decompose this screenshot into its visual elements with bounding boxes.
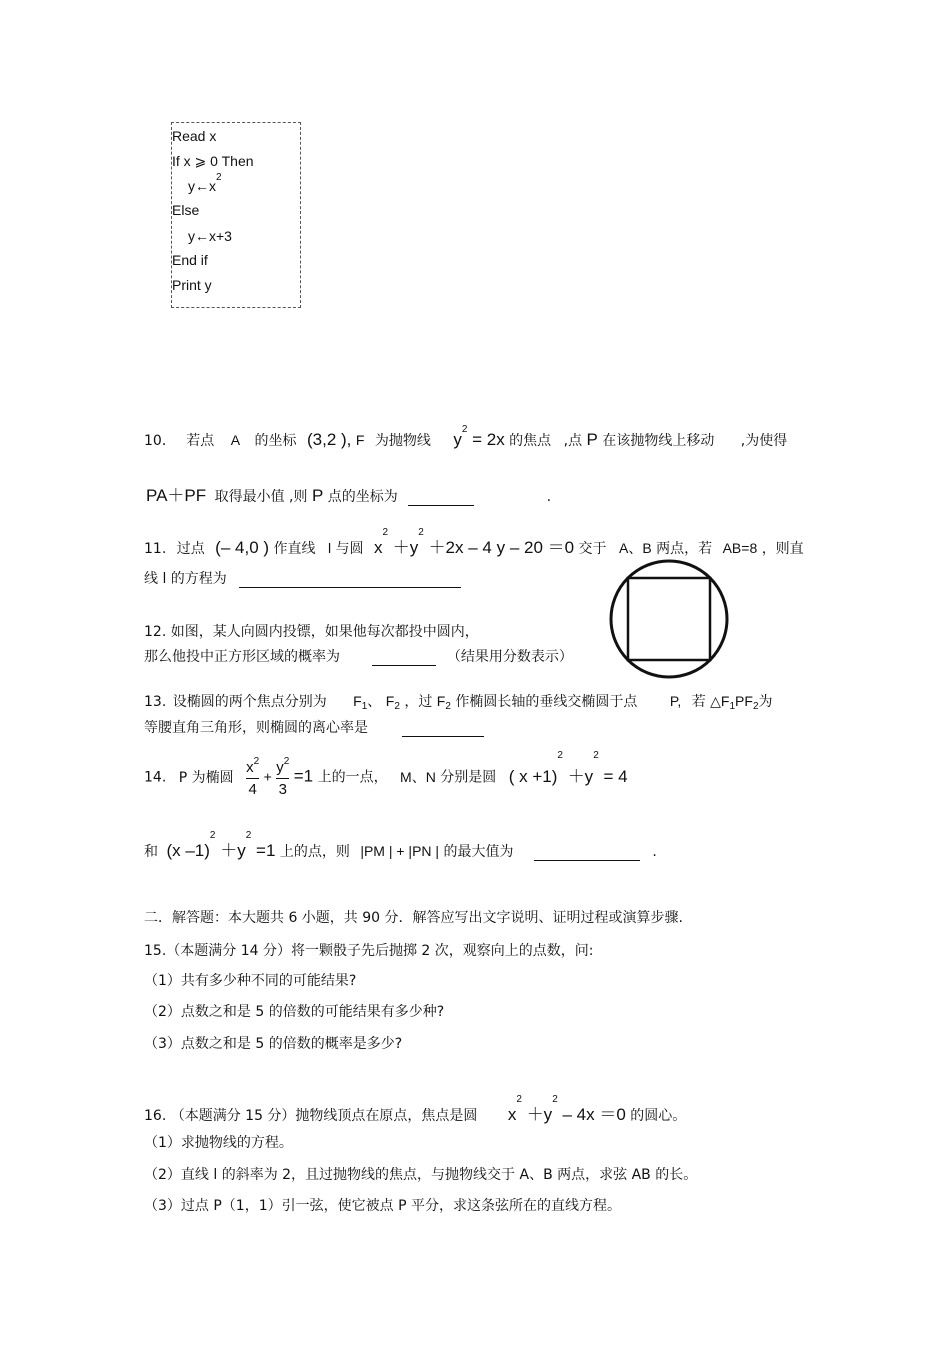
q13-text: ，过 <box>404 694 433 710</box>
q14-line2 <box>144 830 657 861</box>
q14-text: 分别是圆 <box>440 769 497 786</box>
q13-focus-2 <box>385 693 400 712</box>
q15-item-1: （1）共有多少种不同的可能结果? <box>144 973 357 989</box>
q14-expression: |PM | + |PN | <box>360 843 440 859</box>
q10-text: ,则 <box>289 489 308 505</box>
q11-text: 线 l 的方程为 <box>144 571 227 587</box>
q12-line2 <box>144 646 573 666</box>
q10-point-a: A <box>230 432 241 448</box>
q13-text: 等腰直角三角形，则椭圆的离心率是 <box>144 720 368 736</box>
superscript: 2 <box>216 172 222 183</box>
q16-item-1: （1）求抛物线的方程。 <box>144 1135 293 1151</box>
subscript: 2 <box>752 701 759 712</box>
q15-heading: 15.（本题满分 14 分）将一颗骰子先后抛掷 2 次，观察向上的点数，问: <box>144 943 594 959</box>
superscript: 2 <box>283 756 290 767</box>
q13-triangle <box>710 693 759 712</box>
f-letter: F <box>436 693 446 709</box>
code-line-if: If x ⩾ 0 Then <box>172 153 254 169</box>
q13-text: 作椭圆长轴的垂线交椭圆于点 <box>455 694 638 710</box>
q13-text: 若 <box>691 694 706 710</box>
q10-line1 <box>144 424 788 450</box>
q15-item-3: （3）点数之和是 5 的倍数的概率是多少? <box>144 1036 403 1052</box>
circle-square-figure <box>606 556 732 682</box>
eq-part: x <box>507 1105 517 1124</box>
q16-item-3: （3）过点 P（1，1）引一弦，使它被点 P 平分，求这条弦所在的直线方程。 <box>144 1198 621 1214</box>
eq-part: ( x +1) <box>508 766 558 786</box>
answer-blank <box>372 651 436 666</box>
q13-focus-2b <box>436 693 451 712</box>
eq-part: ＋2x – 4 y – 20 ＝0 <box>428 538 575 557</box>
q11-points: A、B <box>619 540 652 556</box>
q10-point-p: P <box>586 430 598 449</box>
q14-text: P 为椭圆 <box>178 769 234 786</box>
tri-part: △F <box>710 693 730 709</box>
q10-point-p: P <box>311 486 324 505</box>
q16-heading <box>144 1094 687 1125</box>
superscript: 2 <box>516 1094 522 1105</box>
q16-text: 的圆心。 <box>630 1108 687 1124</box>
q12-text: 那么他投中正方形区域的概率为 <box>144 649 340 665</box>
superscript: 2 <box>253 756 260 767</box>
q11-line-l: l <box>327 540 332 556</box>
q12-line1: 12. 如图，某人向圆内投镖，如果他每次都投中圆内， <box>144 624 479 640</box>
q10-equation <box>453 424 505 449</box>
q10-text: ,点 <box>563 433 583 449</box>
code-line-print: Print y <box>172 277 212 293</box>
f-letter: F <box>385 693 395 709</box>
superscript: 2 <box>557 750 563 761</box>
q10-text: 点的坐标为 <box>327 489 398 505</box>
superscript: 2 <box>461 424 468 435</box>
answer-blank <box>534 846 640 861</box>
fraction-denominator: 3 <box>276 778 289 801</box>
q13-text: 、 <box>367 694 382 710</box>
q13-number: 13. <box>144 694 167 710</box>
section-2-heading: 二．解答题：本大题共 6 小题，共 90 分．解答应写出文字说明、证明过程或演算步骤. <box>144 910 683 926</box>
eq-part: = 4 <box>603 766 628 786</box>
q10-expression: PA＋PF <box>146 486 207 505</box>
code-line-read: Read x <box>172 128 217 144</box>
subscript: 1 <box>729 701 736 712</box>
f-letter: F <box>353 693 362 709</box>
answer-blank <box>239 573 461 588</box>
superscript: 2 <box>209 830 216 841</box>
q10-number: 10． <box>144 433 176 449</box>
q11-text: ，则直 <box>761 541 804 557</box>
q10-text: 为抛物线 <box>374 433 431 449</box>
q13-text: 为 <box>758 694 773 710</box>
answer-blank <box>408 491 474 506</box>
fraction-numerator <box>246 758 259 778</box>
q10-text: 在该抛物线上移动 <box>602 433 715 449</box>
q10-line2 <box>146 481 551 506</box>
q10-text: 的焦点 <box>509 433 552 449</box>
eq-part: (x –1) <box>166 841 210 860</box>
q14-circle2 <box>166 830 276 860</box>
q14-fraction-y <box>276 758 289 801</box>
fraction-numerator <box>276 758 289 778</box>
q10-text: 取得最小值 <box>214 489 285 505</box>
subscript: 1 <box>361 701 368 712</box>
q16-equation <box>507 1094 626 1124</box>
eq-part: =1 <box>256 841 276 860</box>
eq-part: y <box>453 430 462 449</box>
q11-text: 两点，若 <box>656 541 713 557</box>
q11-coordinate: (– 4,0 ) <box>215 538 270 557</box>
tri-part: PF <box>735 693 753 709</box>
q14-text: 上的点，则 <box>279 844 350 860</box>
code-line-endif: End if <box>172 252 208 268</box>
eq-part: ＋y <box>392 538 419 557</box>
q14-line1 <box>144 750 628 799</box>
answer-blank <box>402 722 484 737</box>
q14-equals: =1 <box>293 766 314 786</box>
q13-line2 <box>144 717 484 737</box>
q10-text: 的坐标 <box>254 433 297 449</box>
frac-var: x <box>246 759 254 776</box>
subscript: 2 <box>445 701 451 712</box>
eq-part: ＋y <box>567 766 594 786</box>
q10-focus-f: F <box>355 432 365 448</box>
code-line-else: Else <box>172 202 200 218</box>
superscript: 2 <box>552 1094 558 1105</box>
eq-part: ＋y <box>220 841 246 860</box>
code-line-assign-plus: y←x+3 <box>188 228 232 244</box>
superscript: 2 <box>593 750 599 761</box>
q11-text: 作直线 <box>273 541 316 557</box>
q11-text: 与圆 <box>335 541 364 557</box>
code-text: y←x <box>188 178 216 194</box>
superscript: 2 <box>245 830 252 841</box>
q11-length: AB=8 <box>722 540 758 556</box>
frac-var: y <box>276 759 284 776</box>
q14-points: M、N <box>400 768 436 785</box>
q13-text: 设椭圆的两个焦点分别为 <box>172 694 327 710</box>
q11-line1 <box>144 527 804 558</box>
code-line-assign-square <box>188 172 222 194</box>
q13-focus-1 <box>353 693 368 712</box>
q14-plus: + <box>263 768 272 785</box>
q11-line2 <box>144 568 461 588</box>
q14-text: 和 <box>144 844 158 860</box>
q14-circle1 <box>508 750 628 786</box>
eq-part: x <box>373 538 383 557</box>
q11-text: 过点 <box>176 541 205 557</box>
eq-part: ＋y <box>526 1105 553 1124</box>
q12-text: （结果用分数表示） <box>446 649 573 665</box>
q13-line1 <box>144 691 773 711</box>
superscript: 2 <box>382 527 389 538</box>
q14-text: 的最大值为 <box>443 844 514 860</box>
q11-text: 交于 <box>578 541 607 557</box>
q14-text: 上的一点， <box>317 769 388 786</box>
fraction-denominator: 4 <box>246 778 259 801</box>
eq-part: = 2x <box>472 430 505 449</box>
q11-equation <box>373 527 575 557</box>
q14-end: . <box>652 844 657 860</box>
q15-item-2: （2）点数之和是 5 的倍数的可能结果有多少种? <box>144 1004 445 1020</box>
eq-part: – 4x ＝0 <box>562 1105 626 1124</box>
q10-coordinate: (3,2 ), <box>306 430 352 449</box>
figure-square <box>628 578 710 660</box>
subscript: 2 <box>394 701 400 712</box>
q16-item-2: （2）直线 l 的斜率为 2，且过抛物线的焦点，与抛物线交于 A、B 两点，求弦 AB 的长。 <box>144 1167 698 1183</box>
q10-text: 若点 <box>186 433 215 449</box>
q14-fraction-x <box>246 758 259 801</box>
q16-text: 16. （本题满分 15 分）抛物线顶点在原点，焦点是圆 <box>144 1108 478 1124</box>
q14-number: 14. <box>144 769 167 786</box>
superscript: 2 <box>418 527 424 538</box>
q11-number: 11. <box>144 541 167 557</box>
q13-point-p: P, <box>669 693 682 709</box>
q10-text: ,为使得 <box>740 433 788 449</box>
q10-end: . <box>546 489 552 505</box>
